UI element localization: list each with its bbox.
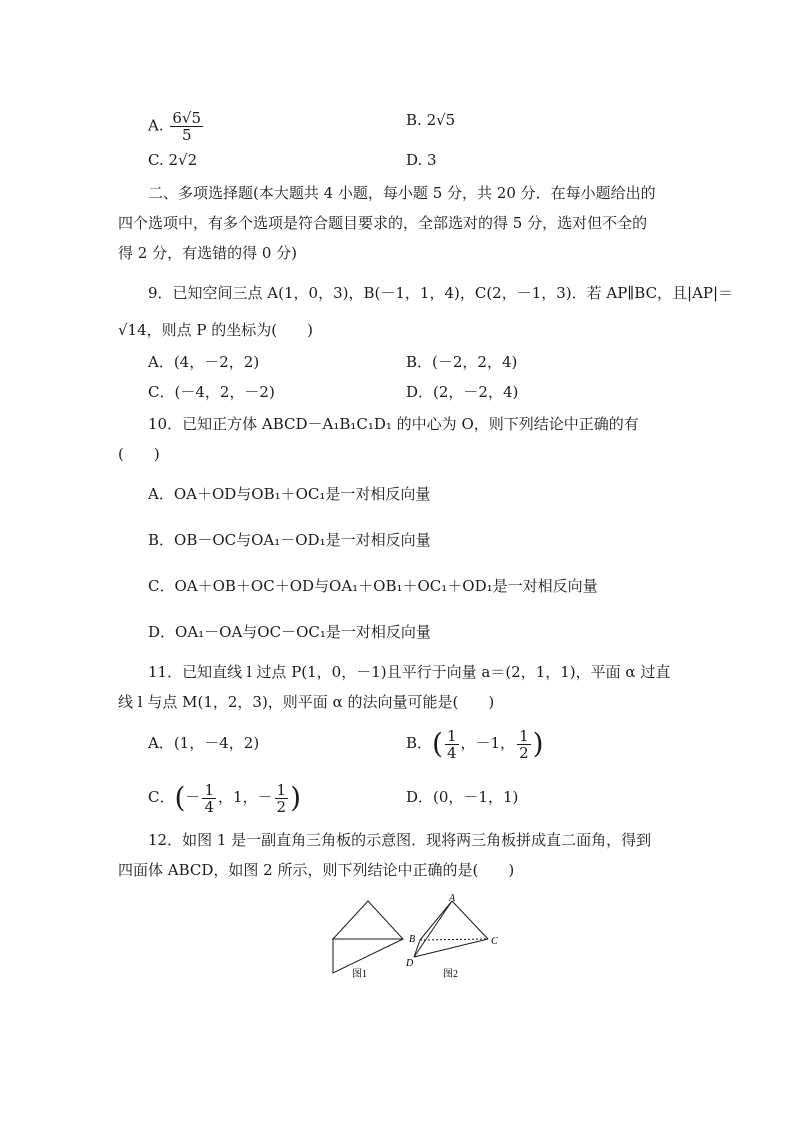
fig1-triangle-top [333, 901, 403, 939]
q10-option-d: D．OA₁－OA与OC－OC₁是一对相反向量 [148, 623, 431, 641]
q10-stem-line1: 10．已知正方体 ABCD－A₁B₁C₁D₁ 的中心为 O，则下列结论中正确的有 [148, 415, 639, 433]
q9-stem-line2: √14，则点 P 的坐标为( ) [118, 321, 313, 339]
edge-dc [414, 939, 488, 957]
section2-line3: 得 2 分，有选错的得 0 分) [118, 244, 298, 262]
fraction-denominator: 2 [519, 743, 529, 762]
option-text: ，－1， [460, 734, 516, 752]
q8-option-b [406, 110, 455, 130]
section2-line1: 二、多项选择题(本大题共 4 小题，每小题 5 分，共 20 分．在每小题给出的 [148, 184, 656, 202]
option-label: D. [406, 151, 423, 169]
option-value: 3 [427, 151, 437, 169]
triangle-figure [328, 893, 508, 983]
section2-line2: 四个选项中，有多个选项是符合题目要求的，全部选对的得 5 分，选对但不全的 [118, 214, 648, 232]
q10-stem-line2: ( ) [118, 445, 160, 463]
option-value: 2√2 [168, 151, 198, 169]
option-label: B. [406, 111, 422, 129]
edge-ad [414, 901, 452, 957]
option-label: B． [406, 734, 433, 752]
q9-option-d: D．(2，－2，4) [406, 383, 519, 401]
right-paren: ) [290, 781, 302, 814]
fraction-denominator: 2 [276, 797, 287, 816]
fraction [275, 782, 289, 815]
fraction-numerator: 6√5 [172, 109, 202, 127]
vertex-label-a: A [449, 893, 456, 904]
q11-stem-line2: 线 l 与点 M(1，2，3)，则平面 α 的法向量可能是( ) [118, 693, 495, 711]
option-text: － [185, 788, 201, 806]
q8-option-a [148, 110, 205, 143]
q10-option-a: A．OA＋OD与OB₁＋OC₁是一对相反向量 [148, 485, 431, 503]
q8-a-fraction [170, 110, 203, 143]
option-text: ，1，－ [217, 788, 273, 806]
option-label: C. [148, 151, 164, 169]
fraction [445, 728, 459, 761]
q12-stem-line2: 四面体 ABCD，如图 2 所示，则下列结论中正确的是( ) [118, 861, 515, 879]
option-label: C． [148, 788, 175, 806]
fraction-numerator: 1 [446, 726, 457, 745]
edge-ab [420, 901, 452, 940]
q11-stem-line1: 11．已知直线 l 过点 P(1，0，－1)且平行于向量 a＝(2，1，1)，平面 α 过直 [148, 663, 671, 681]
fig1-triangle-bottom [333, 939, 403, 973]
fraction [517, 728, 531, 761]
option-value: 2√5 [426, 111, 456, 129]
q11-option-a: A．(1，－4，2) [148, 734, 260, 752]
fraction-denominator: 4 [204, 797, 214, 816]
edge-ac [452, 901, 488, 939]
figure-1-triangles [333, 901, 403, 973]
q9-option-b: B．(－2，2，4) [406, 353, 518, 371]
q8-option-d [406, 150, 437, 170]
figure-2-tetrahedron [414, 901, 488, 957]
q8-option-c [148, 150, 197, 170]
fraction [202, 782, 216, 815]
left-paren: ( [174, 781, 186, 814]
vertex-label-b: B [409, 934, 416, 945]
q11-option-c [148, 777, 301, 818]
q9-stem-line1: 9．已知空间三点 A(1，0，3)，B(－1，1，4)，C(2，－1，3)．若 AP∥BC，且|AP|＝ [148, 284, 734, 302]
vertex-label-c: C [491, 936, 498, 947]
q10-option-c: C．OA＋OB＋OC＋OD与OA₁＋OB₁＋OC₁＋OD₁是一对相反向量 [148, 577, 598, 595]
q12-stem-line1: 12．如图 1 是一副直角三角板的示意图．现将两三角板拼成直二面角，得到 [148, 831, 652, 849]
option-label: A. [148, 116, 164, 135]
left-paren: ( [432, 727, 443, 760]
fraction-numerator: 1 [204, 780, 214, 799]
fig1-caption: 图1 [352, 969, 367, 980]
q11-option-b [406, 723, 544, 764]
right-paren: ) [532, 727, 544, 760]
fraction-denominator: 4 [446, 743, 457, 762]
fraction-denominator: 5 [181, 126, 192, 144]
fraction-numerator: 1 [519, 726, 529, 745]
q9-option-a: A．(4，－2，2) [148, 353, 260, 371]
q10-option-b: B．OB－OC与OA₁－OD₁是一对相反向量 [148, 531, 431, 549]
q9-option-c: C．(－4，2，－2) [148, 383, 275, 401]
q11-option-d: D．(0，－1，1) [406, 788, 519, 806]
fraction-numerator: 1 [276, 780, 287, 799]
fig2-caption: 图2 [443, 969, 458, 980]
edge-bc-hidden [420, 939, 488, 940]
vertex-label-d: D [406, 958, 414, 969]
